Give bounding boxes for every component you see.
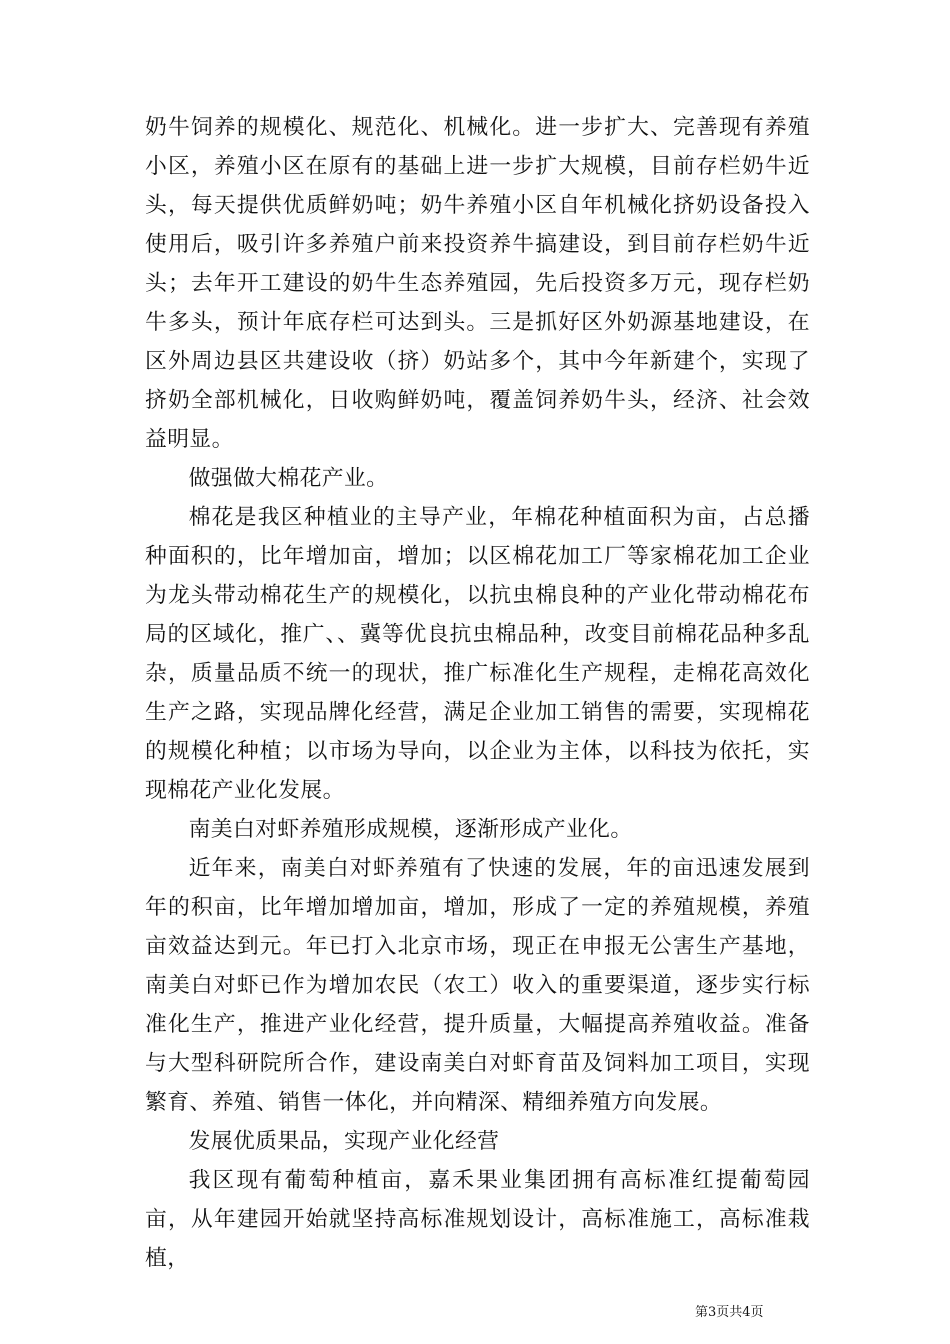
paragraph-shrimp: 近年来，南美白对虾养殖有了快速的发展，年的亩迅速发展到年的积亩，比年增加增加亩，增加，形成了一定的养殖规模，养殖亩效益达到元。年已打入北京市场，现正在申报无公害生产基地，南美白对虾已作为增加农民（农工）收入的重要渠道，逐步实行标准化生产，推进产业化经营，提升质量，大幅提高养殖收益。准备与大型科研院所合作，建设南美白对虾育苗及饲料加工项目，实现繁育、养殖、销售一体化，并向精深、精细养殖方向发展。 — [145, 856, 810, 1115]
paragraph-dairy-continued: 奶牛饲养的规模化、规范化、机械化。进一步扩大、完善现有养殖小区，养殖小区在原有的基础上进一步扩大规模，目前存栏奶牛近头，每天提供优质鲜奶吨；奶牛养殖小区自年机械化挤奶设备投入使用后，吸引许多养殖户前来投资养牛搞建设，到目前存栏奶牛近头；去年开工建设的奶牛生态养殖园，先后投资多万元，现存栏奶牛多头，预计年底存栏可达到头。三是抓好区外奶源基地建设，在区外周边县区共建设收（挤）奶站多个，其中今年新建个，实现了挤奶全部机械化，日收购鲜奶吨，覆盖饲养奶牛头，经济、社会效益明显。 — [145, 115, 810, 452]
heading-fruit-industry: 发展优质果品，实现产业化经营 — [188, 1129, 500, 1154]
document-body — [145, 108, 810, 1278]
heading-cotton-industry: 做强做大棉花产业。 — [188, 466, 389, 491]
heading-shrimp-farming: 南美白对虾养殖形成规模，逐渐形成产业化。 — [188, 817, 633, 842]
paragraph-grapes: 我区现有葡萄种植亩，嘉禾果业集团拥有高标准红提葡萄园亩，从年建园开始就坚持高标准规划设计，高标准施工，高标准栽植， — [145, 1168, 810, 1271]
page-number: 第3页共4页 — [695, 1305, 764, 1320]
paragraph-cotton: 棉花是我区种植业的主导产业，年棉花种植面积为亩，占总播种面积的，比年增加亩，增加；以区棉花加工厂等家棉花加工企业为龙头带动棉花生产的规模化，以抗虫棉良种的产业化带动棉花布局的区域化，推广、、冀等优良抗虫棉品种，改变目前棉花品种多乱杂，质量品质不统一的现状，推广标准化生产规程，走棉花高效化生产之路，实现品牌化经营，满足企业加工销售的需要，实现棉花的规模化种植；以市场为导向，以企业为主体，以科技为依托，实现棉花产业化发展。 — [145, 505, 810, 803]
